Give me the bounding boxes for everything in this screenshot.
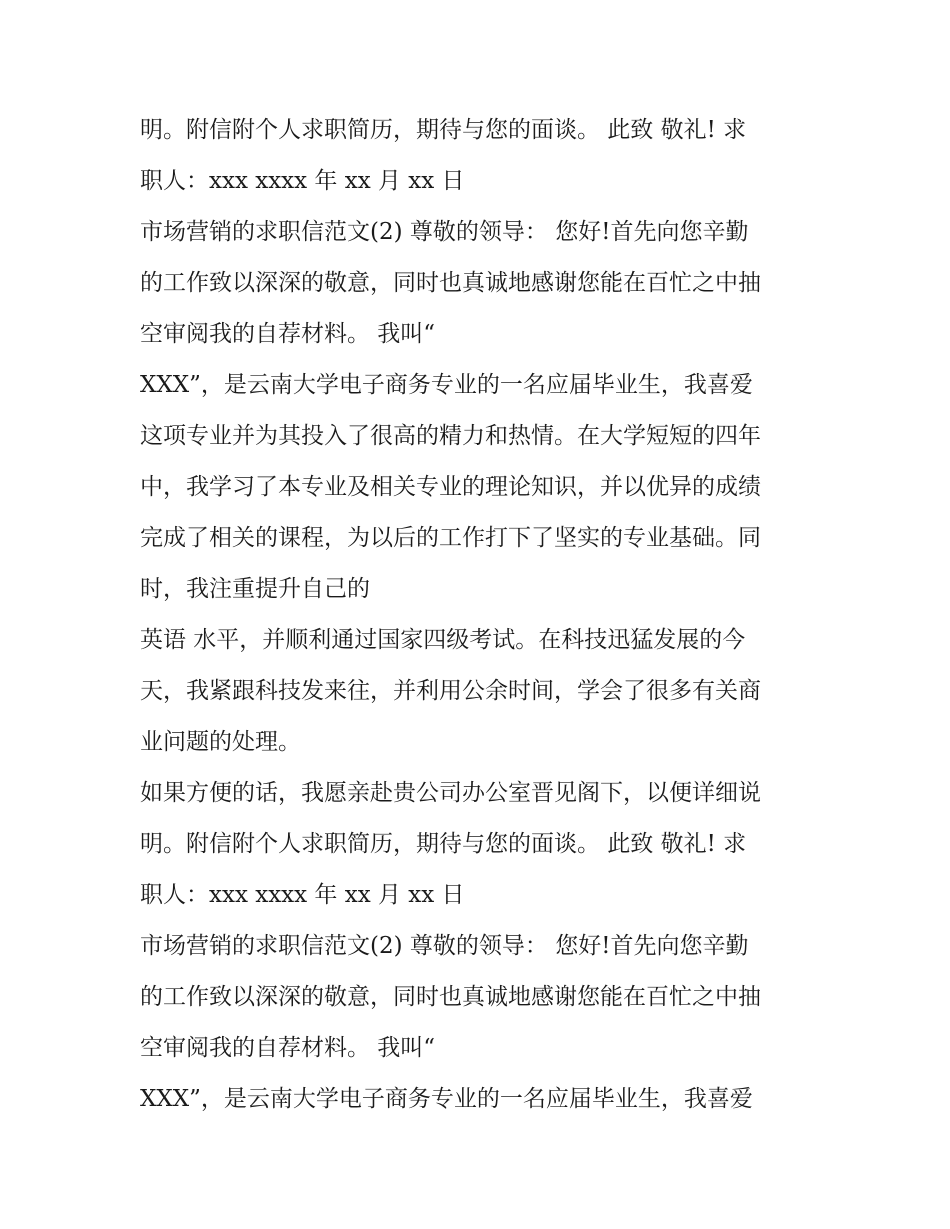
text-line: 中，我学习了本专业及相关专业的理论知识，并以优异的成绩 <box>140 474 761 500</box>
text-line: 如果方便的话，我愿亲赴贵公司办公室晋见阁下，以便详细说 <box>140 780 761 806</box>
letter-body <box>140 105 820 1125</box>
text-line: 天，我紧跟科技发来往，并利用公余时间，学会了很多有关商 <box>140 678 761 704</box>
text-line: 市场营销的求职信范文(2) 尊敬的领导： 您好!首先向您辛勤 <box>140 933 749 959</box>
text-line: 空审阅我的自荐材料。 我叫“ <box>140 321 436 347</box>
text-line: 明。附信附个人求职简历，期待与您的面谈。 此致 敬礼! 求 <box>140 831 747 857</box>
text-line: 业问题的处理。 <box>140 729 301 755</box>
text-line: 这项专业并为其投入了很高的精力和热情。在大学短短的四年 <box>140 423 761 449</box>
text-line: 的工作致以深深的敬意，同时也真诚地感谢您能在百忙之中抽 <box>140 270 761 296</box>
text-line: 市场营销的求职信范文(2) 尊敬的领导： 您好!首先向您辛勤 <box>140 219 749 245</box>
text-line: 空审阅我的自荐材料。 我叫“ <box>140 1035 436 1061</box>
text-line: 完成了相关的课程，为以后的工作打下了坚实的专业基础。同 <box>140 525 761 551</box>
text-line: 明。附信附个人求职简历，期待与您的面谈。 此致 敬礼! 求 <box>140 117 747 143</box>
text-line: 英语 水平，并顺利通过国家四级考试。在科技迅猛发展的今 <box>140 627 746 653</box>
text-line: 时，我注重提升自己的 <box>140 576 370 602</box>
text-line: XXX”，是云南大学电子商务专业的一名应届毕业生，我喜爱 <box>140 1086 753 1112</box>
text-line: XXX”，是云南大学电子商务专业的一名应届毕业生，我喜爱 <box>140 372 753 398</box>
text-line: 职人：xxx xxxx 年 xx 月 xx 日 <box>140 168 465 194</box>
text-line: 的工作致以深深的敬意，同时也真诚地感谢您能在百忙之中抽 <box>140 984 761 1010</box>
text-line: 职人：xxx xxxx 年 xx 月 xx 日 <box>140 882 465 908</box>
